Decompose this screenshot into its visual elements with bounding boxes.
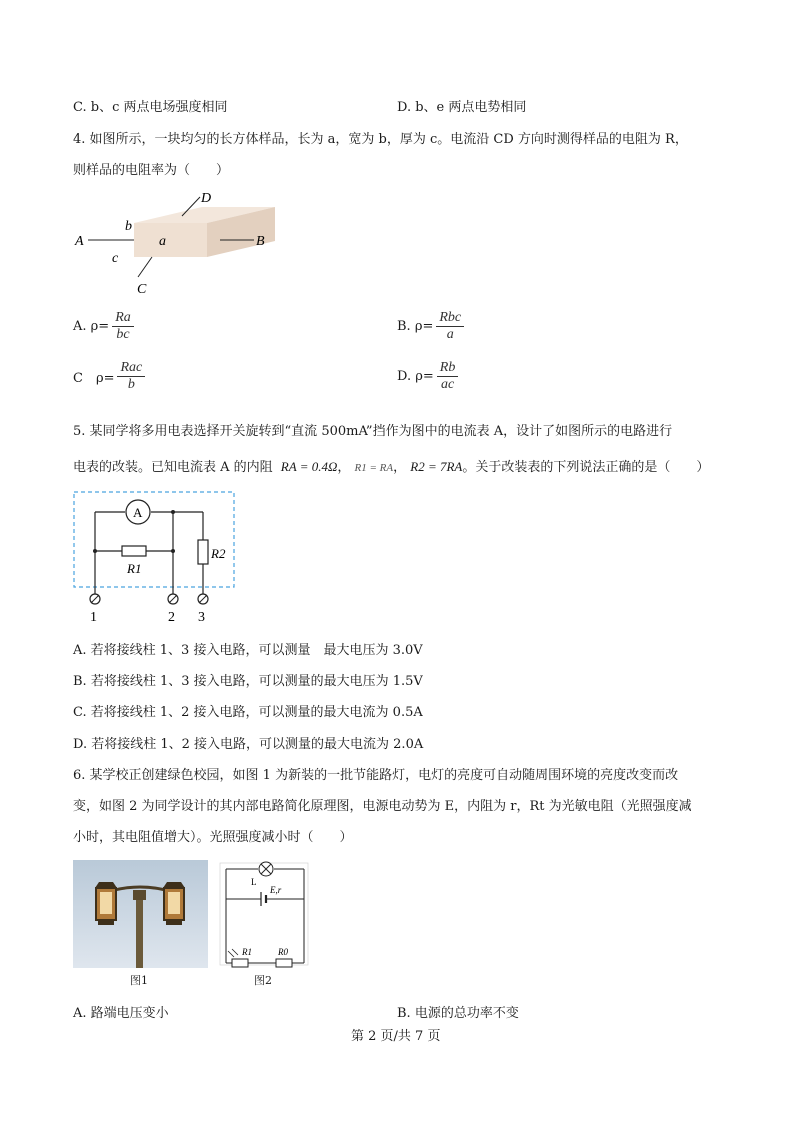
- label-C: C: [137, 282, 147, 297]
- q5-junction-top: [171, 510, 175, 514]
- q4-option-a-label: A. ρ=: [73, 319, 110, 334]
- q5-r1-resistor: [122, 546, 146, 556]
- q5-stem-line2: 电表的改装。已知电流表 A 的内阻 RA = 0.4Ω， R1 = RA， R2 = 7RA。关于改装表的下列说法正确的是（ ）: [73, 459, 710, 475]
- q5-option-a: A. 若将接线柱 1、3 接入电路，可以测量 最大电压为 3.0V: [73, 643, 423, 658]
- q6-fig1-caption: 图1: [130, 974, 148, 987]
- label-c: c: [112, 251, 119, 266]
- q5-dashed-box: [74, 492, 234, 587]
- q4-option-c: [73, 360, 145, 393]
- q5-stem-line1: 5. 某同学将多用电表选择开关旋转到“直流 500mA”挡作为图中的电流表 A，设计了如图所示的电路进行: [73, 424, 673, 439]
- label-D: D: [201, 191, 212, 206]
- q6-fig2-caption: 图2: [254, 974, 272, 987]
- q3-option-d: D. b、e 两点电势相同: [397, 100, 527, 115]
- q4-option-a-num: Ra: [112, 310, 134, 327]
- q4-option-d-num: Rb: [437, 360, 459, 377]
- label-a: a: [159, 234, 166, 249]
- q4-option-b-fraction: [436, 310, 464, 343]
- page-footer: 第 2 页/共 7 页: [351, 1029, 441, 1044]
- lamp-pole-cap: [133, 890, 146, 900]
- q5-option-d: D. 若将接线柱 1、2 接入电路，可以测量的最大电流为 2.0A: [73, 737, 424, 752]
- q6-r0-label: R0: [278, 947, 288, 957]
- q5-ammeter-label: A: [133, 505, 143, 520]
- q4-option-c-den: b: [127, 377, 135, 392]
- q5-terminal-2-label: 2: [168, 610, 175, 625]
- q4-option-d-fraction: [437, 360, 459, 393]
- q4-option-c-label: C ρ=: [73, 371, 115, 386]
- block-front-face: [134, 223, 207, 257]
- q4-option-a: [73, 310, 134, 343]
- label-B: B: [256, 234, 265, 249]
- label-b: b: [125, 219, 132, 234]
- q6-circuit-figure: [216, 855, 311, 970]
- q4-option-d: [397, 360, 458, 393]
- q3-option-c: C. b、c 两点电场强度相同: [73, 100, 228, 115]
- q6-r1-label: R1: [242, 947, 252, 957]
- lead-c: [138, 257, 152, 277]
- q6-source-label: E,r: [270, 885, 282, 895]
- q6-r0-resistor: [276, 959, 292, 967]
- q5-circuit-figure: [72, 490, 237, 625]
- q4-option-d-label: D. ρ=: [397, 369, 434, 384]
- q4-option-b-label: B. ρ=: [397, 319, 434, 334]
- right-lamp-base: [166, 920, 182, 925]
- q5-stem-line2-b: 。关于改装表的下列说法正确的是（ ）: [462, 460, 710, 475]
- q6-stem-line1: 6. 某学校正创建绿色校园，如图 1 为新装的一批节能路灯，电灯的亮度可自动随周围环境的亮度改变而改: [73, 768, 679, 783]
- q5-r2-resistor: [198, 540, 208, 564]
- q6-option-b: B. 电源的总功率不变: [397, 1006, 519, 1021]
- q5-r1-value: R1 = RA: [354, 462, 394, 474]
- lamp-pole: [136, 898, 143, 968]
- q4-option-c-fraction: [117, 360, 145, 393]
- q4-stem-line1: 4. 如图所示，一块均匀的长方体样品，长为 a，宽为 b，厚为 c。电流沿 CD 方向时测得样品的电阻为 R，: [73, 132, 688, 147]
- q6-stem-line3: 小时，其电阻值增大）。光照强度减小时（ ）: [73, 830, 353, 845]
- right-lamp-glass: [168, 892, 180, 914]
- q5-stem-line2-a: 电表的改装。已知电流表 A 的内阻: [73, 460, 273, 475]
- q5-option-b: B. 若将接线柱 1、3 接入电路，可以测量的最大电压为 1.5V: [73, 674, 423, 689]
- q4-option-b-den: a: [446, 327, 454, 342]
- q4-option-b-num: Rbc: [436, 310, 464, 327]
- q5-terminal-1-label: 1: [90, 610, 97, 625]
- q6-r1-resistor: [232, 959, 248, 967]
- q6-lamp-label: L: [251, 877, 257, 887]
- q4-option-a-den: bc: [116, 327, 130, 342]
- q4-option-b: [397, 310, 464, 343]
- left-lamp-glass: [100, 892, 112, 914]
- left-lamp-base: [98, 920, 114, 925]
- q4-option-a-fraction: [112, 310, 134, 343]
- q4-stem-line2: 则样品的电阻率为（ ）: [73, 163, 230, 178]
- q6-stem-line2: 变，如图 2 为同学设计的其内部电路简化原理图，电源电动势为 E，内阻为 r，Rt 为光敏电阻（光照强度减: [73, 799, 692, 814]
- q6-streetlamp-photo: [73, 860, 208, 968]
- q5-r2-value: R2 = 7RA: [410, 459, 463, 474]
- q4-option-d-den: ac: [440, 377, 455, 392]
- q5-option-c: C. 若将接线柱 1、2 接入电路，可以测量的最大电流为 0.5A: [73, 705, 423, 720]
- q5-ra-value: RA = 0.4Ω: [280, 459, 338, 474]
- label-A: A: [75, 234, 84, 249]
- q4-option-c-num: Rac: [117, 360, 145, 377]
- q6-option-a: A. 路端电压变小: [73, 1006, 169, 1021]
- q5-terminal-3-label: 3: [198, 610, 205, 625]
- q5-r1-label: R1: [127, 561, 142, 576]
- q4-block-figure: [70, 185, 280, 300]
- q5-r2-label: R2: [211, 546, 226, 561]
